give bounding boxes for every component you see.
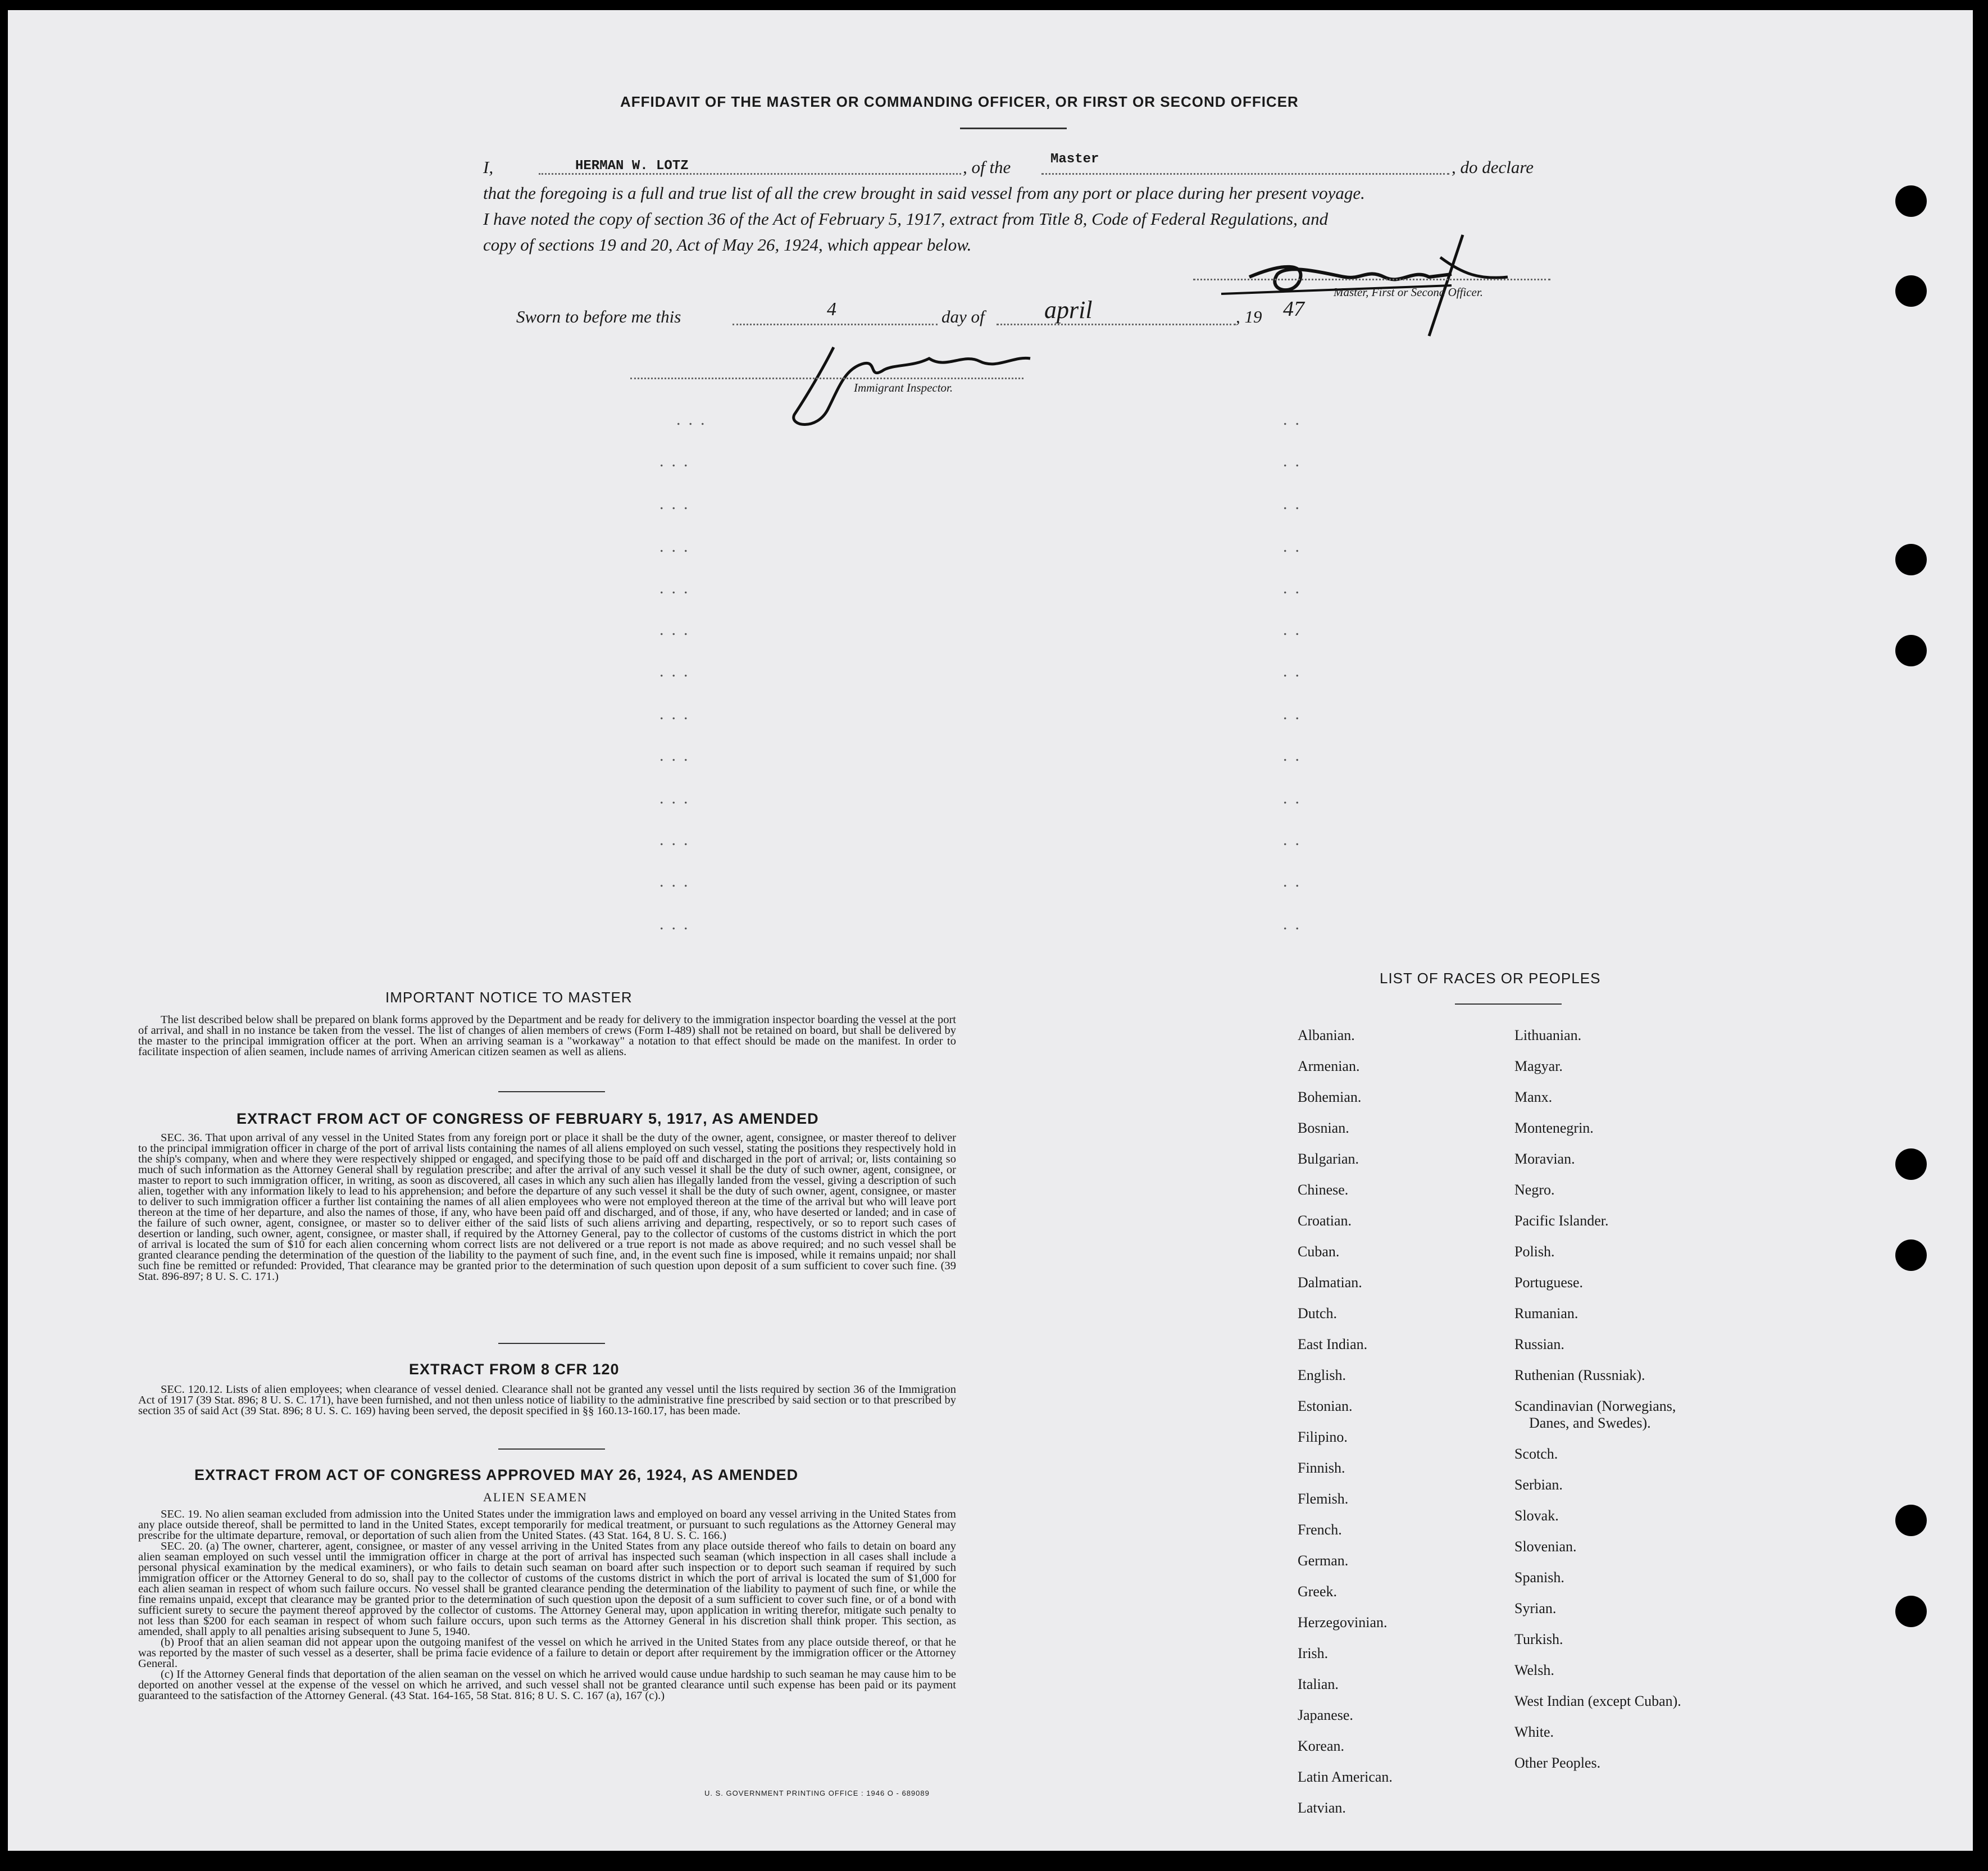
race-item: Pacific Islander. (1514, 1212, 1609, 1229)
leader-dots: .. (1283, 620, 1307, 639)
sworn-day-line (733, 324, 938, 325)
affidavit-body-line-4: copy of sections 19 and 20, Act of May 26, 1924, which appear below. (483, 235, 972, 255)
extract-1924-title: EXTRACT FROM ACT OF CONGRESS APPROVED MAY 26, 1924, AS AMENDED (194, 1466, 799, 1483)
race-item: Bulgarian. (1298, 1151, 1359, 1167)
leader-dots: .. (1283, 410, 1307, 429)
races-title: LIST OF RACES OR PEOPLES (1380, 970, 1601, 987)
race-item: Flemish. (1298, 1491, 1349, 1507)
race-item: Greek. (1298, 1583, 1338, 1600)
race-item: Russian. (1514, 1336, 1564, 1352)
leader-dots: .. (1283, 705, 1307, 723)
race-item: Dalmatian. (1298, 1274, 1362, 1291)
race-item: Spanish. (1514, 1569, 1564, 1586)
race-item: Albanian. (1298, 1027, 1355, 1043)
extract-1924-subtitle: ALIEN SEAMEN (483, 1490, 588, 1504)
leader-dots: .. (1283, 872, 1307, 891)
master-rank: Master (1050, 152, 1099, 167)
race-item: Portuguese. (1514, 1274, 1584, 1291)
race-item: East Indian. (1298, 1336, 1368, 1352)
race-item: Armenian. (1298, 1058, 1360, 1074)
affidavit-i-label: I, (483, 157, 494, 177)
race-item: French. (1298, 1522, 1342, 1538)
inspector-caption: Immigrant Inspector. (854, 381, 953, 394)
race-item: Syrian. (1514, 1600, 1557, 1616)
sec-20a-text: SEC. 20. (a) The owner, charterer, agent, consignee, or master of any vessel arriving in the United States from any place outside thereof who fails to detain on board any alien seaman employed on such vessel until the immigration officer in charge at the port of arrival has inspected such seaman (which inspection in all cases shall include a personal physical examination by the medical examiners), or who fails to detain such seaman on board after such inspection or to deport such seaman if required by such immigration officer or the Attorney General to do so, shall pay to the collector of customs of the customs district in which the port of arrival is located the sum of $1,000 for each alien seaman in respect of whom such failure occurs. No vessel shall be granted clearance pending the determination of the liability to payment of such fine, or while the fine remains unpaid, except that clearance may be granted prior to the determination of such question upon the deposit of a sum sufficient to cover such fine, or of a bond with sufficient surety to secure the payment thereof approved by the collector of customs. The Attorney General may, upon application in writing therefor, mitigate such penalty to not less than $200 for each seaman in respect of whom such failure occurs, upon such terms as the Attorney General in his discretion shall think proper. This section, as amended, shall apply to all penalties arising subsequent to June 5, 1940. (138, 1540, 956, 1638)
leader-dots: ... (659, 662, 696, 680)
extract-1917-divider (498, 1343, 605, 1344)
year-prefix: , 19 (1236, 307, 1262, 326)
race-item: Serbian. (1514, 1477, 1563, 1493)
notice-divider (498, 1091, 605, 1092)
race-item: Turkish. (1514, 1631, 1563, 1647)
sworn-month: april (1044, 296, 1093, 324)
punch-hole (1895, 635, 1927, 666)
race-item: Ruthenian (Russniak). (1514, 1367, 1645, 1383)
leader-dots: .. (1283, 746, 1307, 765)
races-left-column (1298, 1027, 1393, 1831)
affidavit-body-line-3: I have noted the copy of section 36 of the Act of February 5, 1917, extract from Title 8, Code of Federal Regulations, and (483, 209, 1329, 229)
punch-hole (1895, 1239, 1927, 1271)
sworn-day: 4 (827, 299, 836, 320)
leader-dots: .. (1283, 579, 1307, 597)
race-item: Scandinavian (Norwegians, (1514, 1398, 1676, 1414)
punch-hole (1895, 1596, 1927, 1627)
race-item: Moravian. (1514, 1151, 1575, 1167)
race-item: Slovak. (1514, 1507, 1559, 1524)
sec-20c-text: (c) If the Attorney General finds that deportation of the alien seaman on the vessel on which he arrived would cause undue hardship to such seaman he may cause him to be deported on another vessel at the expense of the vessel on which he arrived, and such vessel shall not be granted clearance until such expense has been paid or its payment guaranteed to the satisfaction of the Attorney General. (43 Stat. 164-165, 58 Stat. 816; 8 U. S. C. 167 (a), 167 (c).) (138, 1668, 956, 1702)
leader-dots: .. (1283, 452, 1307, 470)
punch-hole (1895, 1148, 1927, 1180)
punch-hole (1895, 185, 1927, 217)
extract-8cfr-text: SEC. 120.12. Lists of alien employees; when clearance of vessel denied. Clearance shall not be granted any vessel until the lists required by section 36 of the Immigration Act of 1917 (39 Stat. 896; 8 U. S. C. 171), have been furnished, and not then unless notice of liability to the administrative fine prescribed by said section or to that prescribed by section 35 of said Act (39 Stat. 896; 8 U. S. C. 169) having been served, the deposit specified in §§ 160.13-160.17, has been made. (138, 1383, 956, 1417)
race-item: Polish. (1514, 1243, 1555, 1260)
leader-dots: ... (659, 620, 696, 639)
race-item: Chinese. (1298, 1182, 1349, 1198)
leader-dots: ... (676, 410, 713, 429)
inspector-line (630, 378, 1023, 379)
leader-dots: ... (659, 494, 696, 513)
race-item: White. (1514, 1724, 1554, 1740)
extract-8cfr-title: EXTRACT FROM 8 CFR 120 (409, 1361, 620, 1378)
affidavit-body-line-2: that the foregoing is a full and true list of all the crew brought in said vessel from any port or place during her present voyage. (483, 183, 1365, 203)
extract-1924-text (138, 1509, 956, 1701)
leader-dots: ... (659, 705, 696, 723)
rank-line (1041, 173, 1449, 175)
punch-hole (1895, 544, 1927, 575)
race-item: Magyar. (1514, 1058, 1563, 1074)
extract-8cfr-divider (498, 1448, 605, 1450)
leader-dots: .. (1283, 537, 1307, 556)
master-name: HERMAN W. LOTZ (575, 158, 689, 174)
title-divider (960, 128, 1067, 129)
notice-text: The list described below shall be prepared on blank forms approved by the Department and be ready for delivery to the immigration inspector boarding the vessel at the port of arrival, and shall in no instance be taken from the vessel. The list of changes of alien members of crews (Form I-489) shall not be retained on board, but shall be delivered by the master to the principal immigration officer at the port. When an arriving seaman is a "workaway" a notation to that effect should be made on the manifest. In order to facilitate inspection of alien seamen, include names of arriving American citizen seamen as well as aliens. (138, 1014, 956, 1058)
race-item: Other Peoples. (1514, 1755, 1601, 1771)
races-divider (1455, 1003, 1562, 1005)
affidavit-of-the-label: , of the (963, 157, 1011, 177)
race-item: Lithuanian. (1514, 1027, 1582, 1043)
race-item: Finnish. (1298, 1460, 1345, 1476)
race-item: Bohemian. (1298, 1089, 1362, 1105)
race-item: Cuban. (1298, 1243, 1340, 1260)
sworn-label: Sworn to before me this (516, 307, 681, 326)
race-item: German. (1298, 1552, 1349, 1569)
leader-dots: .. (1283, 494, 1307, 513)
year-suffix: 47 (1283, 297, 1304, 321)
race-item: Latvian. (1298, 1800, 1346, 1816)
race-item: Manx. (1514, 1089, 1553, 1105)
race-item: Scotch. (1514, 1446, 1558, 1462)
leader-dots: .. (1283, 789, 1307, 807)
document-page (8, 10, 1973, 1851)
sec-19-text: SEC. 19. No alien seaman excluded from admission into the United States under the immigration laws and employed on board any vessel arriving in the United States from any place outside thereof, shall be permitted to land in the United States, except temporarily for medical treatment, or pursuant to such regulations as the Attorney General may prescribe for the ultimate departure, removal, or deportation of such alien from the United States. (43 Stat. 164, 8 U. S. C. 166.) (138, 1508, 956, 1542)
extract-1917-title: EXTRACT FROM ACT OF CONGRESS OF FEBRUARY 5, 1917, AS AMENDED (236, 1110, 819, 1127)
race-item: Latin American. (1298, 1769, 1393, 1785)
leader-dots: ... (659, 746, 696, 765)
race-item: Negro. (1514, 1182, 1555, 1198)
race-item: Montenegrin. (1514, 1120, 1594, 1136)
day-of-label: day of (941, 307, 985, 326)
leader-dots: ... (659, 872, 696, 891)
race-item: English. (1298, 1367, 1346, 1383)
signature-line (1193, 279, 1550, 280)
punch-hole (1895, 1505, 1927, 1536)
extract-1917-text: SEC. 36. That upon arrival of any vessel in the United States from any foreign port or place it shall be the duty of the owner, agent, consignee, or master thereof to deliver to the principal immigration officer in charge of the port of arrival lists containing the names of all aliens employed on such vessel, stating the positions they respectively hold in the ship's company, when and where they were respectively shipped or engaged, and specifying those to be paid off and discharged in the port of arrival; or, lists containing so much of such information as the Attorney General shall by regulation prescribe; and after the arrival of any such vessel it shall be the duty of such owner, agent, consignee, or master to report to such immigration officer, in writing, as soon as discovered, all cases in which any such alien has illegally landed from the vessel, giving a description of such alien, together with any information likely to lead to his apprehension; and before the departure of any such vessel it shall be the duty of such owner, agent, consignee, or master to deliver to such immigration officer a further list containing the names of all alien employees who were not employed thereon at the time of the arrival but who will leave port thereon at the time of her departure, and also the names of those, if any, who have been paid off and discharged, and of those, if any, who have deserted or landed; and in case of the failure of such owner, agent, consignee, or master so to deliver either of the said lists of such aliens arriving and departing, respectively, or so to report such cases of desertion or landing, such owner, agent, consignee, or master shall, if required by the Attorney General, pay to the collector of customs of the customs district in which the port of arrival is located the sum of $10 for each alien concerning whom correct lists are not delivered or a true report is not made as above required; and no such vessel shall be granted clearance pending the determination of the question of the liability to the payment of such fine, and, in the event such fine is imposed, while it remains unpaid; nor shall such fine be remitted or refunded: Provided, That clearance may be granted prior to the determination of such question upon deposit of a sum sufficient to cover such fine. (39 Stat. 896-897; 8 U. S. C. 171.) (138, 1132, 956, 1283)
leader-dots: ... (659, 915, 696, 933)
race-item: Estonian. (1298, 1398, 1353, 1414)
sworn-month-line (997, 324, 1236, 325)
leader-dots: .. (1283, 830, 1307, 849)
leader-dots: ... (659, 830, 696, 849)
race-item: Irish. (1298, 1645, 1329, 1661)
race-item: Croatian. (1298, 1212, 1352, 1229)
leader-dots: .. (1283, 662, 1307, 680)
printer-imprint: U. S. GOVERNMENT PRINTING OFFICE : 1946 O - 689089 (704, 1789, 930, 1797)
race-item: Herzegovinian. (1298, 1614, 1387, 1631)
leader-dots: .. (1283, 915, 1307, 933)
race-item: Korean. (1298, 1738, 1345, 1754)
race-item: Bosnian. (1298, 1120, 1349, 1136)
notice-title: IMPORTANT NOTICE TO MASTER (385, 989, 633, 1006)
race-item: Dutch. (1298, 1305, 1338, 1321)
signature-caption: Master, First or Second Officer. (1334, 285, 1483, 299)
race-item: Japanese. (1298, 1707, 1353, 1723)
race-item: Filipino. (1298, 1429, 1348, 1445)
affidavit-declare-label: , do declare (1452, 157, 1534, 177)
punch-hole (1895, 275, 1927, 307)
affidavit-title: AFFIDAVIT OF THE MASTER OR COMMANDING OFFICER, OR FIRST OR SECOND OFFICER (620, 93, 1299, 110)
race-item: Danes, and Swedes). (1529, 1415, 1651, 1431)
race-item: West Indian (except Cuban). (1514, 1693, 1681, 1709)
race-item: Rumanian. (1514, 1305, 1578, 1321)
leader-dots: ... (659, 452, 696, 470)
leader-dots: ... (659, 789, 696, 807)
race-item: Welsh. (1514, 1662, 1554, 1678)
sec-20b-text: (b) Proof that an alien seaman did not appear upon the outgoing manifest of the vessel on which he arrived in the United States from any place outside thereof, or that he was reported by the master of such vessel as a deserter, shall be prima facie evidence of a failure to detain or deport after requirement by the immigration officer or the Attorney General. (138, 1636, 956, 1670)
race-item: Italian. (1298, 1676, 1339, 1692)
leader-dots: ... (659, 579, 696, 597)
races-right-column (1514, 1027, 1681, 1786)
race-item: Slovenian. (1514, 1538, 1577, 1555)
leader-dots: ... (659, 537, 696, 556)
